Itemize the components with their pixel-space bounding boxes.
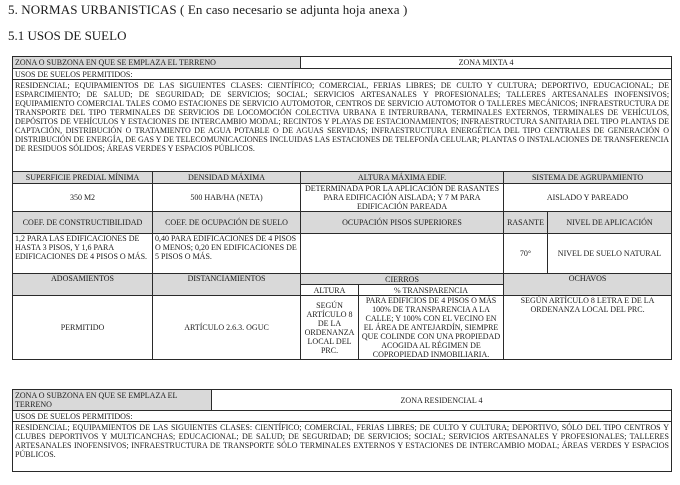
zona-residencial-table xyxy=(12,389,672,472)
zona-label: ZONA O SUBZONA EN QUE SE EMPLAZA EL TERRENO xyxy=(13,390,212,411)
cierros-transparencia-value: PARA EDIFICIOS DE 4 PISOS O MÁS 100% DE TRANSPARENCIA A LA CALLE; Y 100% CON EL VECINO EN EL ÁREA DE ANTEJARDÍN, SIEMPRE QUE COLINDE CON UNA PROPIEDAD ACOGIDA AL RÉGIMEN DE COPROPIEDAD INMOBILIARIA. xyxy=(359,296,504,360)
zona-value: ZONA MIXTA 4 xyxy=(301,57,672,69)
zona-label: ZONA O SUBZONA EN QUE SE EMPLAZA EL TERRENO xyxy=(13,57,301,69)
pisos-superiores-value xyxy=(301,234,504,274)
sistema-label: SISTEMA DE AGRUPAMIENTO xyxy=(504,172,672,184)
rasante-label: RASANTE xyxy=(504,212,548,234)
cierros-altura-label: ALTURA xyxy=(301,285,359,296)
superficie-label: SUPERFICIE PREDIAL MÍNIMA xyxy=(13,172,153,184)
altura-value: DETERMINADA POR LA APLICACIÓN DE RASANTES PARA EDIFICACIÓN AISLADA; Y 7 M PARA EDIFICACIÓN PAREADA xyxy=(301,184,504,212)
usos-text: RESIDENCIAL; EQUIPAMIENTOS DE LAS SIGUIENTES CLASES: CIENTÍFICO; COMERCIAL, FERIAS LIBRES; DE CULTO Y CULTURA; DEPORTIVO, SÓLO DEL TIPO CENTROS Y CLUBES DEPORTIVOS Y MULTICANCHAS; EDUCACIONAL; DE SALUD; DE SEGURIDAD; DE SERVICIOS; SOCIAL; SERVICIOS ARTESANALES Y PROFESIONALES; TALLERES ARTESANALES INOFENSIVOS; INFRAESTRUCTURA DE TRANSPORTE SÓLO TERMINALES EXTERNOS Y ESTACIONES DE INTERCAMBIO MODAL; ÁREAS VERDES Y ESPACIOS PÚBLICOS. xyxy=(13,422,672,472)
zona-value: ZONA RESIDENCIAL 4 xyxy=(212,390,672,411)
cierros-altura-value: SEGÚN ARTÍCULO 8 DE LA ORDENANZA LOCAL DEL PRC. xyxy=(301,296,359,360)
pisos-superiores-label: OCUPACIÓN PISOS SUPERIORES xyxy=(301,212,504,234)
cierros-label: CIERROS xyxy=(301,274,504,285)
ochavos-label: OCHAVOS xyxy=(504,274,672,296)
distanciamientos-label: DISTANCIAMIENTOS xyxy=(153,274,301,296)
section-heading: 5. NORMAS URBANISTICAS ( En caso necesario se adjunta hoja anexa ) xyxy=(8,2,408,17)
rasante-value: 70° xyxy=(504,234,548,274)
nivel-aplicacion-label: NIVEL DE APLICACIÓN xyxy=(548,212,672,234)
adosamientos-value: PERMITIDO xyxy=(13,296,153,360)
ocupacion-label: COEF. DE OCUPACIÓN DE SUELO xyxy=(153,212,301,234)
altura-label: ALTURA MÁXIMA EDIF. xyxy=(301,172,504,184)
constructibilidad-value: 1,2 PARA LAS EDIFICACIONES DE HASTA 3 PISOS, Y 1,6 PARA EDIFICACIONES DE 4 PISOS O MÁS. xyxy=(13,234,153,274)
usos-label: USOS DE SUELOS PERMITIDOS: xyxy=(13,411,672,422)
distanciamientos-value: ARTÍCULO 2.6.3. OGUC xyxy=(153,296,301,360)
ochavos-value: SEGÚN ARTÍCULO 8 LETRA E DE LA ORDENANZA LOCAL DEL PRC. xyxy=(504,296,672,360)
densidad-label: DENSIDAD MÁXIMA xyxy=(153,172,301,184)
ocupacion-value: 0,40 PARA EDIFICACIONES DE 4 PISOS O MENOS; 0,20 EN EDIFICACIONES DE 5 PISOS O MÁS. xyxy=(153,234,301,274)
superficie-value: 350 M2 xyxy=(13,184,153,212)
zona-mixta-table xyxy=(12,56,672,360)
densidad-value: 500 HAB/HA (NETA) xyxy=(153,184,301,212)
usos-text: RESIDENCIAL; EQUIPAMIENTOS DE LAS SIGUIENTES CLASES: CIENTÍFICO; COMERCIAL, FERIAS LIBRES; DE CULTO Y CULTURA; DEPORTIVO, EDUCACIONAL; DE ESPARCIMIENTO; DE SALUD; DE SEGURIDAD; DE SERVICIOS; SOCIAL; SERVICIOS ARTESANALES Y PROFESIONALES; TALLERES ARTESANALES INOFENSIVOS; EQUIPAMIENTO COMERCIAL TALES COMO ESTACIONES DE SERVICIO AUTOMOTOR, CENTROS DE SERVICIO AUTOMOTOR O TALLERES MECÁNICOS; INFRAESTRUCTURA DE TRANSPORTE DEL TIPO TERMINALES DE SERVICIOS DE LOCOMOCIÓN COLECTIVA URBANA E INTERURBANA, TERMINALES EXTERNOS, TERMINALES DE VEHÍCULOS, DEPÓSITOS DE VEHÍCULOS Y ESTACIONES DE INTERCAMBIO MODAL; RECINTOS Y PLAYAS DE ESTACIONAMIENTOS; INFRAESTRUCTURA SANITARIA DEL TIPO PLANTAS DE CAPTACIÓN, DISTRIBUCIÓN O TRATAMIENTO DE AGUA POTABLE O DE AGUAS SERVIDAS; INFRAESTRUCTURA ENERGÉTICA DEL TIPO CENTRALES DE GENERACIÓN O DISTRIBUCIÓN DE ENERGÍA, DE GAS Y DE TELECOMUNICACIONES INCLUIDAS LAS ESTACIONES DE TELEFONÍA CELULAR; PLANTAS O INSTALACIONES DE TRANSFERENCIA DE RESIDUOS SÓLIDOS; ÁREAS VERDES Y ESPACIOS PÚBLICOS. xyxy=(13,80,672,172)
sistema-value: AISLADO Y PAREADO xyxy=(504,184,672,212)
usos-label: USOS DE SUELOS PERMITIDOS: xyxy=(13,69,672,80)
constructibilidad-label: COEF. DE CONSTRUCTIBILIDAD xyxy=(13,212,153,234)
cierros-transparencia-label: % TRANSPARENCIA xyxy=(359,285,504,296)
nivel-aplicacion-value: NIVEL DE SUELO NATURAL xyxy=(548,234,672,274)
adosamientos-label: ADOSAMIENTOS xyxy=(13,274,153,296)
subsection-heading: 5.1 USOS DE SUELO xyxy=(8,28,127,43)
